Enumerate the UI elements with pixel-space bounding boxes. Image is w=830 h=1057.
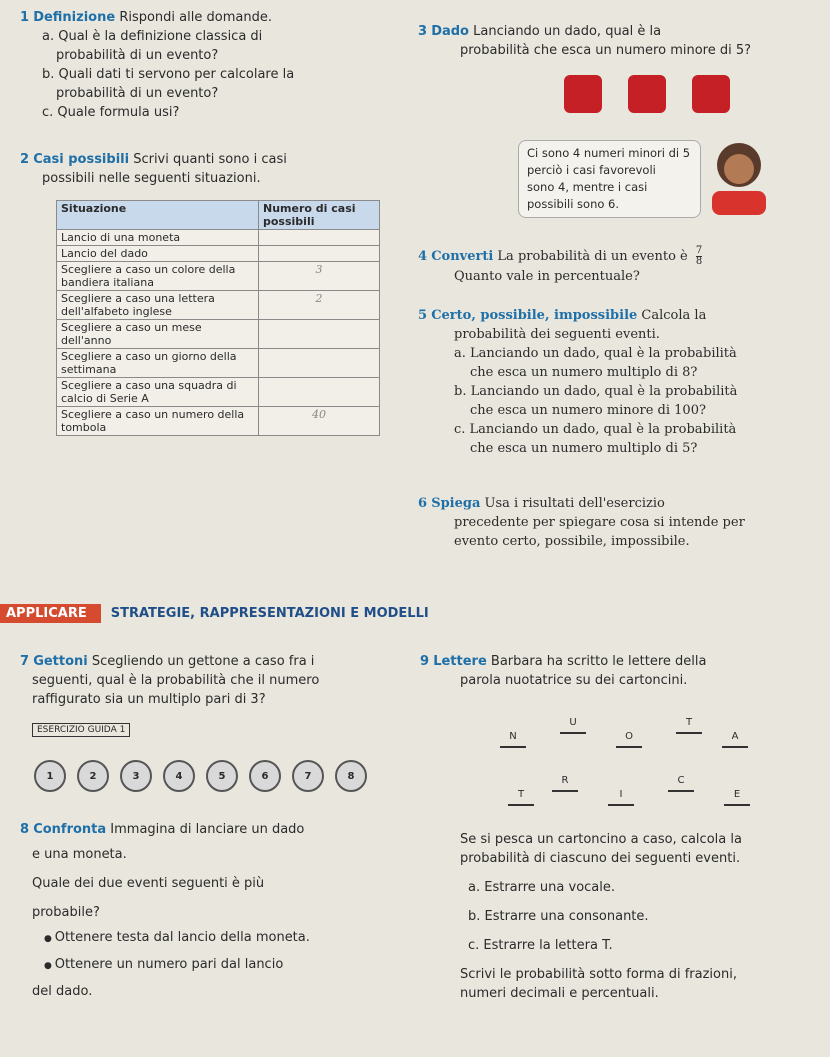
student-illustration <box>704 135 774 215</box>
fraction <box>696 246 702 267</box>
ex1-question-c: c. Quale formula usi? <box>42 105 180 120</box>
ex8-number: 8 <box>20 822 30 837</box>
ex1-question-a: a. Qual è la definizione classica di <box>42 29 263 44</box>
situation-cell: Lancio del dado <box>57 246 259 262</box>
cases-answer-cell[interactable] <box>259 246 380 262</box>
token-chip: 6 <box>249 760 281 792</box>
ex9-title: Lettere <box>433 654 487 669</box>
ex7-number: 7 <box>20 654 30 669</box>
ex9-text4: probabilità di ciascuno dei seguenti eventi. <box>460 851 741 866</box>
situation-cell: Lancio di una moneta <box>57 230 259 246</box>
cases-answer-cell[interactable]: 3 <box>259 262 380 291</box>
ex9-question-c: c. Estrarre la lettera T. <box>468 938 613 953</box>
exercise-8 <box>20 820 400 1001</box>
ex6-number: 6 <box>418 496 428 511</box>
exercise-2 <box>20 150 380 188</box>
cases-answer-cell[interactable]: 2 <box>259 291 380 320</box>
fraction-numerator: 7 <box>695 245 703 256</box>
situation-cell: Scegliere a caso un giorno della settimana <box>57 349 259 378</box>
letter-card: E <box>724 784 750 806</box>
banner-title: STRATEGIE, RAPPRESENTAZIONI E MODELLI <box>110 606 429 621</box>
token-chip: 5 <box>206 760 238 792</box>
letter-card: C <box>668 770 694 792</box>
table-row <box>57 407 380 436</box>
ex1-question-a2: probabilità di un evento? <box>56 48 219 63</box>
ex8-option-2: ● Ottenere un numero pari dal lancio <box>20 955 400 976</box>
ex9-text3: Se si pesca un cartoncino a caso, calcola la <box>460 832 742 847</box>
die-icon <box>628 75 666 113</box>
ex6-title: Spiega <box>431 496 481 511</box>
ex1-intro: Rispondi alle domande. <box>119 10 272 25</box>
letter-card: T <box>508 784 534 806</box>
col-situation: Situazione <box>57 201 259 230</box>
section-banner <box>0 604 429 623</box>
ex5-text: Calcola la <box>641 308 707 323</box>
exercise-5 <box>418 306 818 458</box>
ex1-title: Definizione <box>33 10 116 25</box>
situation-cell: Scegliere a caso un numero della tombola <box>57 407 259 436</box>
ex9-number: 9 <box>420 654 430 669</box>
ex7-text: Scegliendo un gettone a caso fra i <box>91 654 315 669</box>
student-icon <box>704 135 774 215</box>
exercise-6 <box>418 494 818 551</box>
ex8-text3: Quale dei due eventi seguenti è più <box>32 876 265 891</box>
cases-answer-cell[interactable] <box>259 378 380 407</box>
ex3-text2: probabilità che esca un numero minore di 5? <box>460 43 752 58</box>
letter-cards-row-1 <box>500 712 760 746</box>
ex3-text: Lanciando un dado, qual è la <box>473 24 662 39</box>
ex5-number: 5 <box>418 308 428 323</box>
ex5-title: Certo, possibile, impossibile <box>431 308 638 323</box>
ex4-title: Converti <box>431 249 494 264</box>
exercise-1 <box>20 8 370 122</box>
table-row <box>57 320 380 349</box>
table-row <box>57 378 380 407</box>
ex8-option-1: ● Ottenere testa dal lancio della moneta. <box>20 928 400 949</box>
letter-cards-row-2 <box>508 770 768 804</box>
ex9-text2: parola nuotatrice su dei cartoncini. <box>460 673 688 688</box>
ex1-question-b2: probabilità di un evento? <box>56 86 219 101</box>
bubble-line-4: possibili sono 6. <box>527 197 620 211</box>
letter-card: I <box>608 784 634 806</box>
token-chip: 7 <box>292 760 324 792</box>
exercise-9-questions <box>460 830 820 1003</box>
ex8-option-2b: del dado. <box>32 984 93 999</box>
token-chip: 2 <box>77 760 109 792</box>
letter-card: R <box>552 770 578 792</box>
ex2-number: 2 <box>20 152 30 167</box>
chips-row <box>34 760 367 792</box>
cases-answer-cell[interactable] <box>259 230 380 246</box>
letter-card: A <box>722 726 748 748</box>
cases-answer-cell[interactable]: 40 <box>259 407 380 436</box>
table-row <box>57 262 380 291</box>
ex3-title: Dado <box>431 24 469 39</box>
cases-answer-cell[interactable] <box>259 349 380 378</box>
die-icon <box>564 75 602 113</box>
situation-cell: Scegliere a caso un mese dell'anno <box>57 320 259 349</box>
ex9-question-b: b. Estrarre una consonante. <box>468 909 649 924</box>
ex8-text4: probabile? <box>32 905 100 920</box>
banner-label: APPLICARE <box>0 604 101 623</box>
exercise-9 <box>420 652 820 690</box>
ex7-text3: raffigurato sia un multiplo pari di 3? <box>32 692 266 707</box>
ex5-question-a2: che esca un numero multiplo di 8? <box>470 365 698 380</box>
ex5-question-a: a. Lanciando un dado, qual è la probabilità <box>454 346 737 361</box>
ex5-question-b2: che esca un numero minore di 100? <box>470 403 706 418</box>
ex8-text: Immagina di lanciare un dado <box>110 822 305 837</box>
table-row <box>57 291 380 320</box>
ex6-text3: evento certo, possibile, impossibile. <box>454 534 690 549</box>
situations-table <box>56 200 380 436</box>
ex6-text: Usa i risultati dell'esercizio <box>484 496 665 511</box>
ex9-text: Barbara ha scritto le lettere della <box>490 654 707 669</box>
exercise-4 <box>418 246 818 286</box>
bubble-line-3: sono 4, mentre i casi <box>527 180 648 194</box>
ex5-question-b: b. Lanciando un dado, qual è la probabilità <box>454 384 738 399</box>
bubble-line-2: perciò i casi favorevoli <box>527 163 656 177</box>
col-cases: Numero di casi possibili <box>259 201 380 230</box>
exercise-7 <box>20 652 400 740</box>
guide-badge[interactable]: ESERCIZIO GUIDA 1 <box>32 723 130 737</box>
exercise-3 <box>418 22 818 60</box>
ex4-text2: Quanto vale in percentuale? <box>454 269 640 284</box>
letter-card: T <box>676 712 702 734</box>
ex4-text: La probabilità di un evento è <box>497 249 688 264</box>
ex6-text2: precedente per spiegare cosa si intende per <box>454 515 745 530</box>
letter-card: U <box>560 712 586 734</box>
ex2-intro: Scrivi quanti sono i casi <box>133 152 287 167</box>
ex9-text6: numeri decimali e percentuali. <box>460 986 659 1001</box>
fraction-denominator: 8 <box>695 256 703 267</box>
situation-cell: Scegliere a caso una squadra di calcio di Serie A <box>57 378 259 407</box>
token-chip: 8 <box>335 760 367 792</box>
ex4-number: 4 <box>418 249 428 264</box>
ex5-question-c2: che esca un numero multiplo di 5? <box>470 441 698 456</box>
table-row <box>57 349 380 378</box>
dice-group <box>564 75 730 113</box>
bubble-line-1: Ci sono 4 numeri minori di 5 <box>527 146 691 160</box>
ex1-question-b: b. Quali dati ti servono per calcolare la <box>42 67 295 82</box>
ex2-intro2: possibili nelle seguenti situazioni. <box>42 171 261 186</box>
table-row <box>57 230 380 246</box>
situation-cell: Scegliere a caso una lettera dell'alfabeto inglese <box>57 291 259 320</box>
ex8-title: Confronta <box>33 822 107 837</box>
ex9-text5: Scrivi le probabilità sotto forma di frazioni, <box>460 967 737 982</box>
die-icon <box>692 75 730 113</box>
token-chip: 4 <box>163 760 195 792</box>
token-chip: 1 <box>34 760 66 792</box>
student-speech-bubble <box>518 140 701 218</box>
ex5-question-c: c. Lanciando un dado, qual è la probabilità <box>454 422 737 437</box>
ex7-text2: seguenti, qual è la probabilità che il numero <box>32 673 320 688</box>
ex5-text2: probabilità dei seguenti eventi. <box>454 327 660 342</box>
ex9-question-a: a. Estrarre una vocale. <box>468 880 616 895</box>
token-chip: 3 <box>120 760 152 792</box>
situation-cell: Scegliere a caso un colore della bandiera italiana <box>57 262 259 291</box>
ex2-title: Casi possibili <box>33 152 130 167</box>
ex1-number: 1 <box>20 10 30 25</box>
letter-card: N <box>500 726 526 748</box>
letter-card: O <box>616 726 642 748</box>
table-row <box>57 246 380 262</box>
cases-answer-cell[interactable] <box>259 320 380 349</box>
ex7-title: Gettoni <box>33 654 88 669</box>
ex8-text2: e una moneta. <box>32 847 127 862</box>
ex3-number: 3 <box>418 24 428 39</box>
